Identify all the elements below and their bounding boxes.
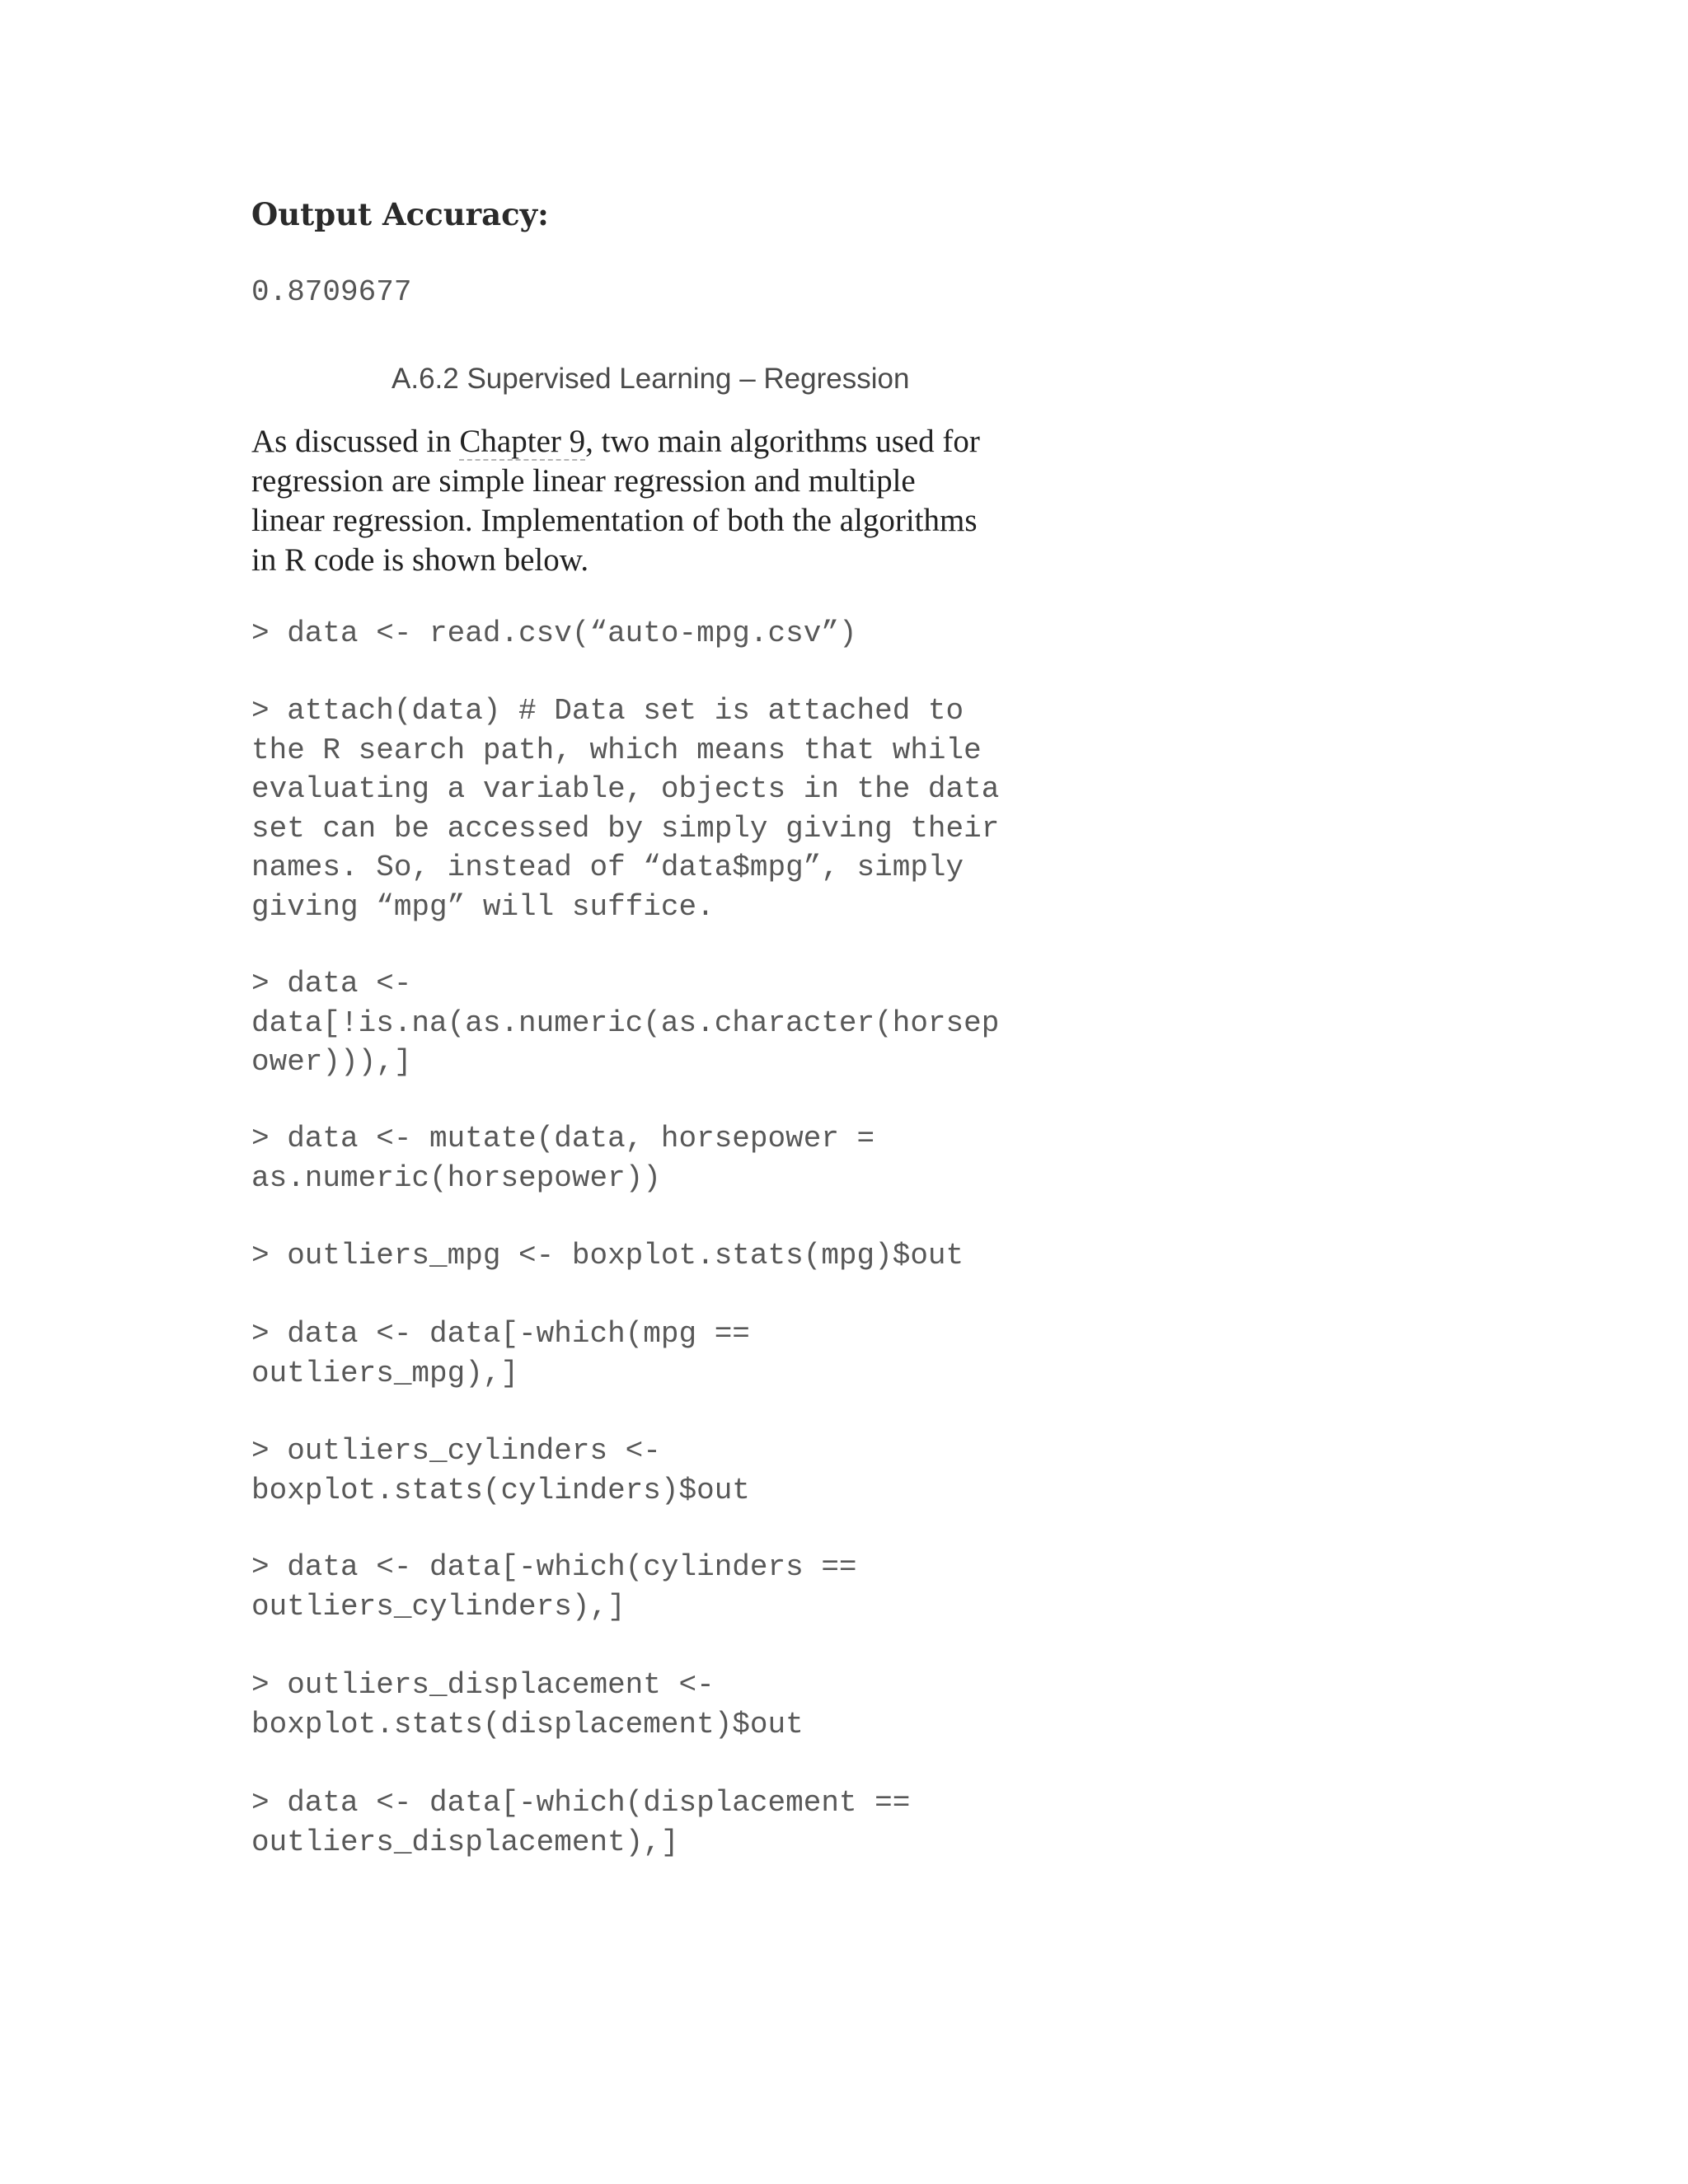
code-block-outliers-cylinders	[251, 1432, 750, 1510]
code-block-remove-displacement-outliers	[251, 1783, 910, 1862]
code-line: names. So, instead of “data$mpg”, simply	[251, 851, 964, 884]
code-block-outliers-mpg	[251, 1236, 964, 1276]
section-heading: A.6.2 Supervised Learning – Regression	[392, 363, 910, 395]
code-line: as.numeric(horsepower))	[251, 1160, 661, 1195]
code-line: outliers_mpg),]	[251, 1356, 519, 1390]
output-accuracy-heading: Output Accuracy:	[251, 196, 549, 232]
code-line: outliers_cylinders),]	[251, 1589, 626, 1624]
chapter-9-link[interactable]: Chapter 9	[459, 424, 586, 459]
accuracy-value: 0.8709677	[251, 275, 412, 309]
code-block-remove-mpg-outliers	[251, 1315, 750, 1393]
code-line: > data <-	[251, 967, 412, 1001]
code-line: data[!is.na(as.numeric(as.character(horsep	[251, 1005, 1000, 1040]
code-block-mutate	[251, 1119, 874, 1197]
intro-line: in R code is shown below.	[251, 542, 589, 578]
code-line: > data <- mutate(data, horsepower =	[251, 1122, 875, 1155]
code-line: > data <- read.csv(“auto-mpg.csv”)	[251, 616, 857, 650]
code-block-remove-cylinders-outliers	[251, 1548, 857, 1626]
code-line: > outliers_displacement <-	[251, 1668, 715, 1702]
code-line: outliers_displacement),]	[251, 1825, 679, 1859]
code-block-read-csv	[251, 614, 857, 654]
code-block-outliers-displacement	[251, 1666, 804, 1744]
code-line: boxplot.stats(cylinders)$out	[251, 1473, 750, 1507]
code-line: giving “mpg” will suffice.	[251, 889, 715, 924]
intro-line: regression are simple linear regression and multiple	[251, 463, 916, 499]
intro-line	[251, 422, 1043, 462]
code-line: > outliers_cylinders <-	[251, 1434, 661, 1468]
code-block-attach	[251, 691, 999, 926]
code-line: > attach(data) # Data set is attached to	[251, 694, 964, 728]
code-line: > data <- data[-which(mpg ==	[251, 1317, 750, 1351]
code-line: set can be accessed by simply giving their	[251, 811, 1000, 846]
intro-line: linear regression. Implementation of both the algorithms	[251, 503, 978, 538]
code-line: > data <- data[-which(displacement ==	[251, 1786, 911, 1820]
intro-paragraph	[251, 422, 1043, 580]
intro-text: , two main algorithms used for	[585, 424, 980, 459]
code-line: boxplot.stats(displacement)$out	[251, 1707, 804, 1741]
intro-text: As discussed in	[251, 424, 460, 459]
code-line: ower))),]	[251, 1045, 412, 1079]
code-line: > outliers_mpg <- boxplot.stats(mpg)$out	[251, 1239, 964, 1272]
code-line: the R search path, which means that while	[251, 733, 982, 767]
code-line: evaluating a variable, objects in the data	[251, 772, 1000, 806]
code-block-filter-na	[251, 964, 999, 1082]
code-line: > data <- data[-which(cylinders ==	[251, 1550, 857, 1584]
